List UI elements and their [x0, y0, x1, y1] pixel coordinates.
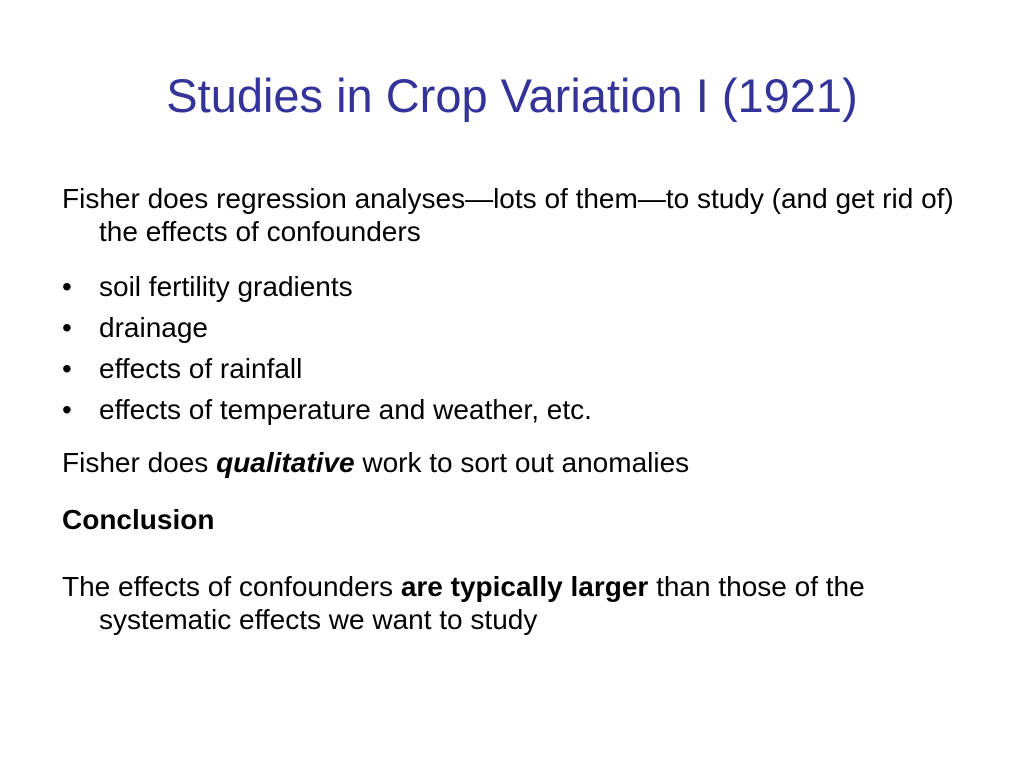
conclusion-emphasis: are typically larger: [400, 571, 649, 602]
list-item: [62, 393, 962, 426]
qualitative-after: work to sort out anomalies: [354, 447, 690, 478]
bullet-icon: •: [62, 312, 72, 343]
list-item-text: effects of rainfall: [99, 353, 303, 384]
list-item: [62, 352, 962, 385]
list-item-text: drainage: [99, 312, 208, 343]
confounder-list: [62, 270, 962, 426]
list-item: [62, 270, 962, 303]
list-item-text: soil fertility gradients: [99, 271, 353, 302]
bullet-icon: •: [62, 353, 72, 384]
slide-title: Studies in Crop Variation I (1921): [166, 69, 858, 122]
conclusion-heading: Conclusion: [62, 504, 215, 535]
bullet-icon: •: [62, 394, 72, 425]
list-item-text: effects of temperature and weather, etc.: [99, 394, 592, 425]
qualitative-emphasis: qualitative: [216, 447, 355, 478]
conclusion-before: The effects of confounders: [62, 571, 401, 602]
slide-body: [62, 182, 962, 636]
qualitative-paragraph: [62, 446, 962, 479]
list-item: [62, 311, 962, 344]
intro-paragraph: Fisher does regression analyses—lots of them—to study (and get rid of) the effects of confounders: [62, 183, 954, 247]
conclusion-after: than those of the systematic effects we want to study: [99, 571, 865, 635]
bullet-icon: •: [62, 271, 72, 302]
qualitative-before: Fisher does: [62, 447, 217, 478]
conclusion-paragraph: [62, 570, 962, 636]
